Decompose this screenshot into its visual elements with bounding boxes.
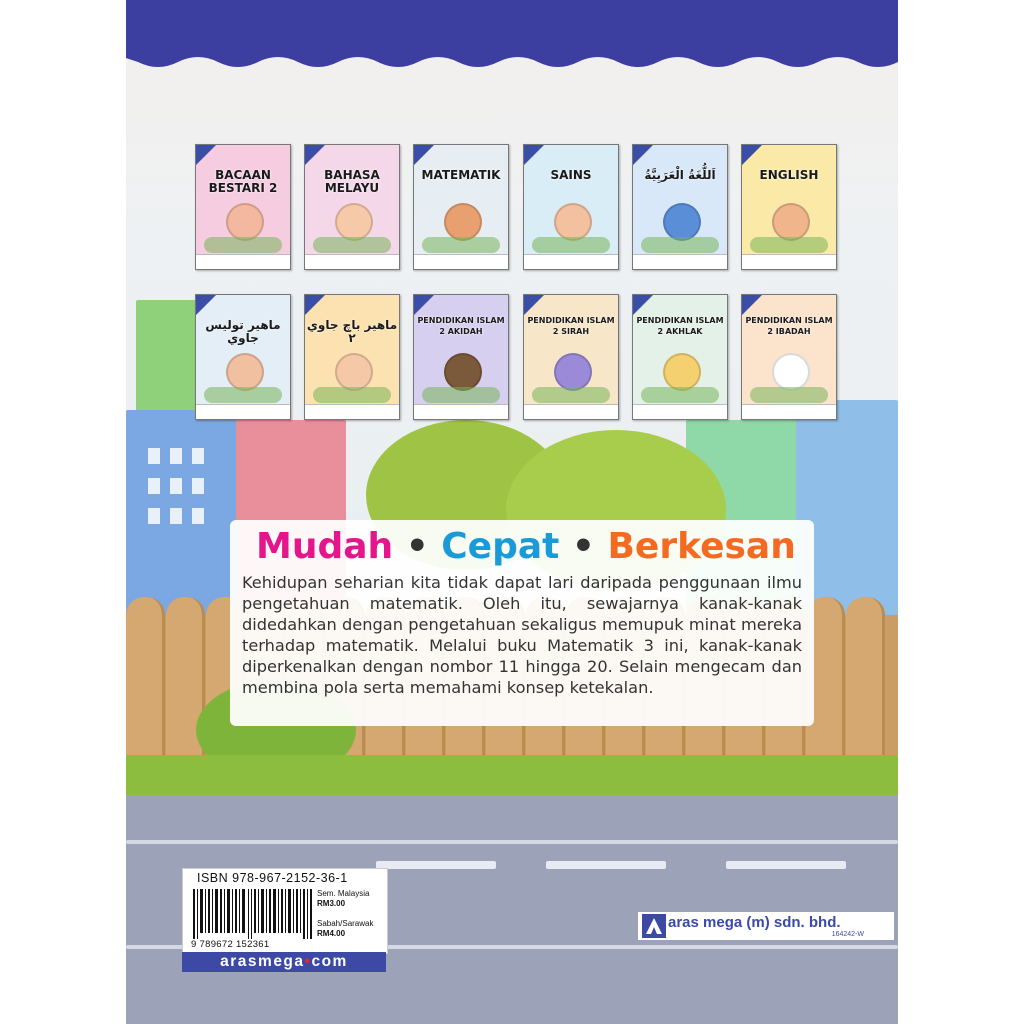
illustration-ground: [313, 237, 391, 253]
website-part-2: com: [311, 953, 348, 970]
book-cover-thumbnail: [741, 144, 837, 270]
grass-strip: [126, 755, 898, 800]
publisher-name: aras mega (m) sdn. bhd.: [668, 914, 841, 931]
series-corner-badge: [742, 295, 762, 315]
book-bottom-strip: [742, 404, 836, 419]
illustration-figure: [444, 203, 482, 241]
book-bottom-strip: [414, 254, 508, 269]
tagline-separator: •: [571, 526, 595, 567]
tagline-word-mudah: Mudah: [256, 526, 394, 567]
isbn-number: ISBN 978-967-2152-36-1: [197, 871, 348, 885]
barcode-digits: 9 789672 152361: [191, 939, 270, 950]
tagline-word-cepat: Cepat: [441, 526, 560, 567]
illustration-ground: [750, 237, 828, 253]
tagline: [256, 526, 796, 567]
window: [192, 448, 204, 464]
book-bottom-strip: [633, 254, 727, 269]
book-cover-thumbnail: [413, 294, 509, 420]
book-bottom-strip: [196, 404, 290, 419]
book-bottom-strip: [305, 254, 399, 269]
book-title: BAHASA MELAYU: [324, 168, 380, 195]
publisher-registration: 164242-W: [831, 931, 864, 938]
series-corner-badge: [414, 295, 434, 315]
price-region-2: Sabah/Sarawak: [317, 919, 374, 928]
illustration-ground: [641, 387, 719, 403]
illustration-figure: [335, 353, 373, 391]
book-cover-thumbnail: [195, 294, 291, 420]
book-title: اَللُّغَةُ الْعَرَبِيَّةُ: [644, 168, 716, 182]
series-corner-badge: [196, 295, 216, 315]
illustration-figure: [772, 353, 810, 391]
book-title: PENDIDIKAN ISLAM 2 SIRAH: [527, 316, 615, 336]
series-corner-badge: [524, 145, 544, 165]
series-corner-badge: [414, 145, 434, 165]
illustration-ground: [313, 387, 391, 403]
illustration-figure: [554, 203, 592, 241]
website-part-1: arasmega: [220, 953, 305, 970]
window: [148, 478, 160, 494]
book-bottom-strip: [742, 254, 836, 269]
publisher-banner: [638, 912, 894, 940]
illustration-ground: [750, 387, 828, 403]
illustration-ground: [204, 387, 282, 403]
book-cover-thumbnail: [523, 294, 619, 420]
price-1: RM3.00: [317, 899, 346, 908]
book-title: BACAAN BESTARI 2: [208, 168, 278, 195]
window: [148, 508, 160, 524]
book-cover-thumbnail: [741, 294, 837, 420]
book-cover-thumbnail: [304, 294, 400, 420]
series-corner-badge: [524, 295, 544, 315]
series-corner-badge: [633, 295, 653, 315]
book-title: MATEMATIK: [421, 168, 501, 182]
illustration-ground: [532, 237, 610, 253]
isbn-barcode-box: [182, 868, 388, 954]
series-corner-badge: [305, 145, 325, 165]
book-bottom-strip: [524, 254, 618, 269]
barcode-icon: [193, 889, 313, 939]
book-bottom-strip: [633, 404, 727, 419]
book-bottom-strip: [196, 254, 290, 269]
book-title: ماهير توليس جاوي: [205, 318, 281, 345]
book-bottom-strip: [305, 404, 399, 419]
tagline-word-berkesan: Berkesan: [607, 526, 796, 567]
window: [170, 478, 182, 494]
illustration-figure: [554, 353, 592, 391]
window: [148, 448, 160, 464]
book-cover-thumbnail: [632, 294, 728, 420]
book-title: PENDIDIKAN ISLAM 2 AKIDAH: [417, 316, 505, 336]
window: [170, 448, 182, 464]
illustration-figure: [663, 353, 701, 391]
description-text: Kehidupan seharian kita tidak dapat lari daripada penggunaan ilmu pengetahuan matematik. Oleh itu, sewajarnya kanak-kanak didedahkan dengan pengetahuan sekaligus memupuk minat mereka terhadap matematik. Melalui buku Matematik 3 ini, kanak-kanak diperkenalkan dengan nombor 11 hingga 20. Selain mengecam dan membina pola serta memahami konsep ketekalan.: [242, 573, 802, 697]
illustration-ground: [422, 237, 500, 253]
website-link[interactable]: [182, 952, 386, 972]
top-wave-band: [126, 0, 898, 80]
series-corner-badge: [742, 145, 762, 165]
book-cover-thumbnail: [413, 144, 509, 270]
book-cover-thumbnail: [195, 144, 291, 270]
book-title: SAINS: [550, 168, 592, 182]
book-title: ENGLISH: [759, 168, 819, 182]
price-2: RM4.00: [317, 929, 346, 938]
book-title: PENDIDIKAN ISLAM 2 AKHLAK: [636, 316, 724, 336]
book-title: ماهير باچ جاوي ٢: [306, 318, 398, 345]
illustration-figure: [663, 203, 701, 241]
window: [192, 508, 204, 524]
book-cover-thumbnail: [523, 144, 619, 270]
series-corner-badge: [305, 295, 325, 315]
tagline-separator: •: [405, 526, 429, 567]
illustration-figure: [772, 203, 810, 241]
book-bottom-strip: [524, 404, 618, 419]
price-region-1: Sem. Malaysia: [317, 889, 370, 898]
book-bottom-strip: [414, 404, 508, 419]
series-corner-badge: [196, 145, 216, 165]
website-dot: •: [304, 953, 312, 970]
illustration-figure: [444, 353, 482, 391]
illustration-figure: [226, 203, 264, 241]
illustration-ground: [204, 237, 282, 253]
illustration-figure: [335, 203, 373, 241]
book-cover-thumbnail: [632, 144, 728, 270]
publisher-logo-icon: [642, 914, 666, 938]
series-corner-badge: [633, 145, 653, 165]
book-title: PENDIDIKAN ISLAM 2 IBADAH: [745, 316, 833, 336]
illustration-ground: [532, 387, 610, 403]
window: [192, 478, 204, 494]
illustration-figure: [226, 353, 264, 391]
book-cover-thumbnail: [304, 144, 400, 270]
illustration-ground: [422, 387, 500, 403]
illustration-ground: [641, 237, 719, 253]
window: [170, 508, 182, 524]
description-panel: [230, 520, 814, 726]
